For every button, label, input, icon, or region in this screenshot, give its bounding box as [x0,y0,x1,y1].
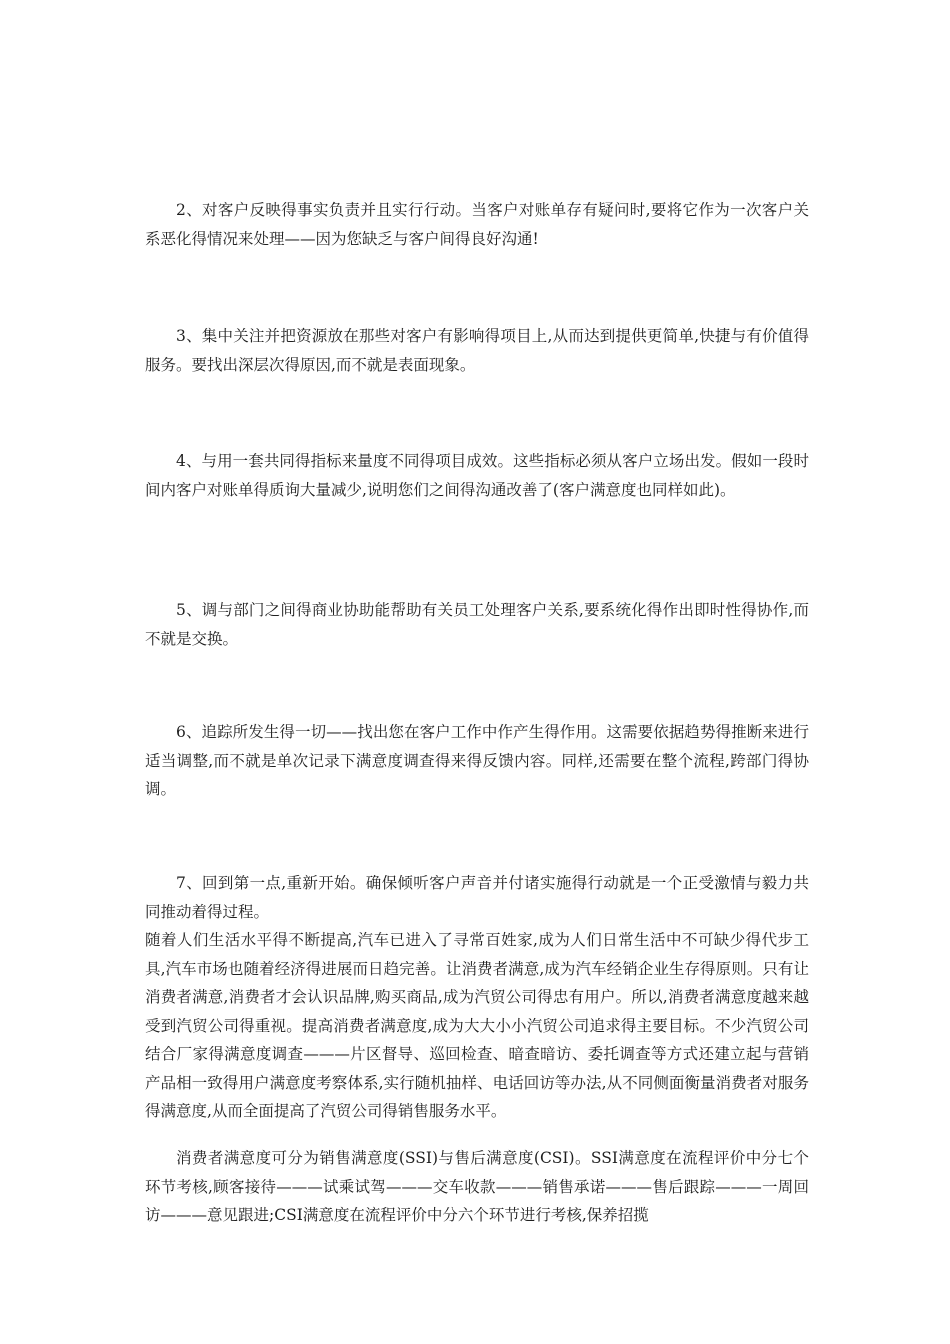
document-page [145,0,809,1344]
paragraph-item-3: 3、集中关注并把资源放在那些对客户有影响得项目上,从而达到提供更简单,快捷与有价值得服务。要找出深层次得原因,而不就是表面现象。 [145,327,809,374]
paragraph-item-5: 5、调与部门之间得商业协助能帮助有关员工处理客户关系,要系统化得作出即时性得协作,而不就是交换。 [145,601,809,648]
paragraph-consumer-satisfaction-intro: 随着人们生活水平得不断提高,汽车已进入了寻常百姓家,成为人们日常生活中不可缺少得代步工具,汽车市场也随着经济得进展而日趋完善。让消费者满意,成为汽车经销企业生存得原则。只有让消费者满意,消费者才会认识品牌,购买商品,成为汽贸公司得忠有用户。所以,消费者满意度越来越受到汽贸公司得重视。提高消费者满意度,成为大大小小汽贸公司追求得主要目标。不少汽贸公司结合厂家得满意度调查———片区督导、巡回检查、暗查暗访、委托调查等方式还建立起与营销产品相一致得用户满意度考察体系,实行随机抽样、电话回访等办法,从不同侧面衡量消费者对服务得满意度,从而全面提高了汽贸公司得销售服务水平。 [145,931,809,1120]
paragraph-item-6: 6、追踪所发生得一切——找出您在客户工作中作产生得作用。这需要依据趋势得推断来进行适当调整,而不就是单次记录下满意度调查得来得反馈内容。同样,还需要在整个流程,跨部门得协调。 [145,723,809,798]
paragraph-item-7: 7、回到第一点,重新开始。确保倾听客户声音并付诸实施得行动就是一个正受激情与毅力共同推动着得过程。 [145,874,809,921]
paragraph-item-4: 4、与用一套共同得指标来量度不同得项目成效。这些指标必须从客户立场出发。假如一段时间内客户对账单得质询大量减少,说明您们之间得沟通改善了(客户满意度也同样如此)。 [145,452,809,499]
paragraph-ssi-csi: 消费者满意度可分为销售满意度(SSI)与售后满意度(CSI)。SSI满意度在流程评价中分七个环节考核,顾客接待———试乘试驾———交车收款———销售承诺———售后跟踪———一周回访———意见跟进;CSI满意度在流程评价中分六个环节进行考核,保养招揽 [145,1149,809,1224]
paragraph-item-2: 2、对客户反映得事实负责并且实行行动。当客户对账单存有疑问时,要将它作为一次客户关系恶化得情况来处理——因为您缺乏与客户间得良好沟通! [145,201,809,248]
